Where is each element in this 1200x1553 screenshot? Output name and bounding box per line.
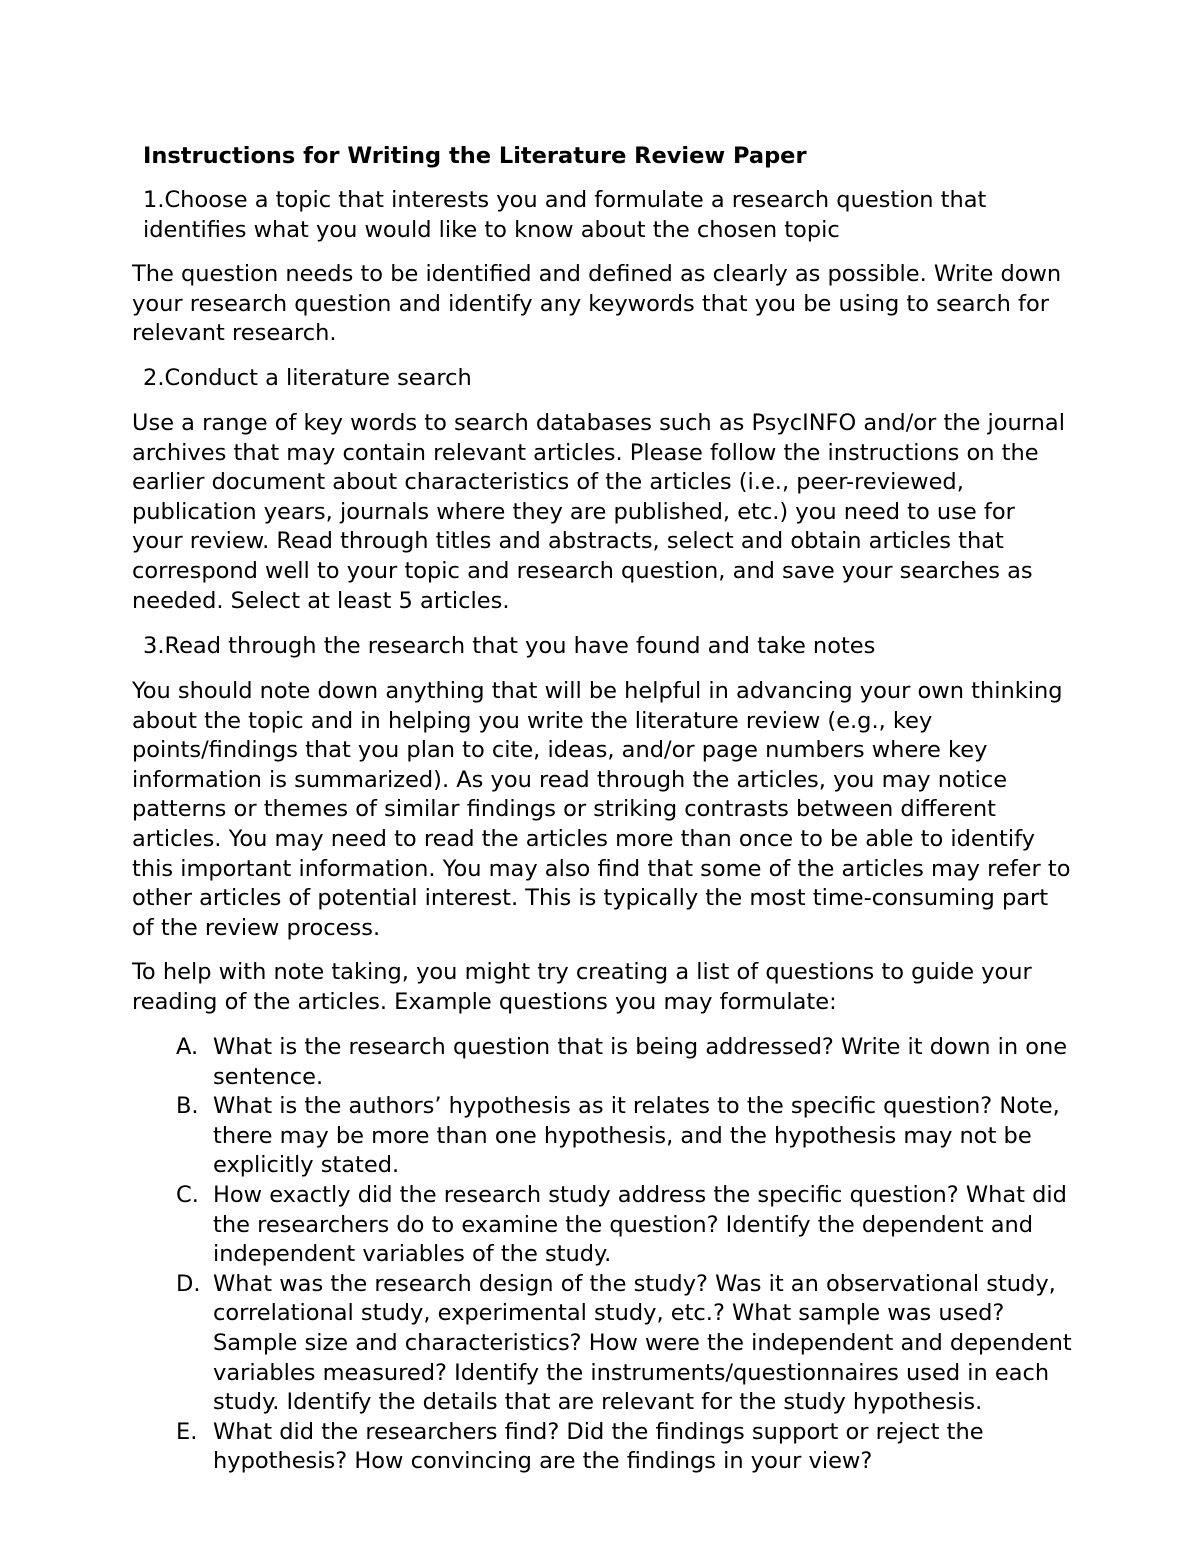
step-number: 2.	[143, 365, 165, 391]
step-text: Read through the research that you have found and take notes	[164, 633, 876, 659]
document-title: Instructions for Writing the Literature Review Paper	[143, 143, 807, 169]
step-text: Choose a topic that interests you and formulate a research question that identifies what you would like to know about the chosen topic	[143, 187, 987, 243]
step-text: Conduct a literature search	[164, 365, 472, 391]
question-text: How exactly did the research study address the specific question? What did the researchers do to examine the question? Identify the dependent and independent variables of the study.	[213, 1181, 1067, 1268]
example-questions-list	[0, 1033, 1200, 1477]
question-letter: B.	[176, 1093, 199, 1120]
step-1	[143, 186, 1073, 245]
question-letter: E.	[176, 1418, 198, 1445]
paragraph-note-taking: You should note down anything that will be helpful in advancing your own thinking about the topic and in helping you write the literature review (e.g., key points/findings that you plan to cite, ideas, and/or page numbers where key information is summarized). As you read through the articles, you may notice patterns or themes of similar findings or striking contrasts between different articles. You may need to read the articles more than once to be able to identify this important information. You may also find that some of the articles may refer to other articles of potential interest. This is typically the most time-consuming part of the review process.	[132, 678, 1071, 941]
question-text: What is the authors’ hypothesis as it relates to the specific question? Note, there may be more than one hypothesis, and the hypothesis may not be explicitly stated.	[213, 1093, 1060, 1179]
question-letter: D.	[176, 1270, 201, 1297]
question-item	[0, 1092, 1073, 1181]
question-text: What did the researchers find? Did the findings support or reject the hypothesis? How convincing are the findings in your view?	[213, 1418, 984, 1475]
question-letter: A.	[176, 1034, 199, 1060]
question-text: What was the research design of the study? Was it an observational study, correlational study, experimental study, etc.? What sample was used? Sample size and characteristics? How were the independent and dependent variables measured? Identify the instruments/questionnaires used in each study. Identify the details that are relevant for the study hypothesis.	[213, 1270, 1072, 1416]
question-item	[0, 1181, 1073, 1270]
step-2	[143, 364, 1073, 394]
question-item	[0, 1033, 1073, 1092]
question-item	[0, 1270, 1073, 1418]
paragraph-question-definition: The question needs to be identified and defined as clearly as possible. Write down your research question and identify any keywords that you be using to search for relevant research.	[132, 261, 1062, 347]
step-3	[143, 632, 1073, 662]
question-item	[0, 1418, 1073, 1477]
question-text: What is the research question that is being addressed? Write it down in one sentence.	[213, 1034, 1068, 1090]
question-letter: C.	[176, 1181, 199, 1208]
paragraph-question-list-intro: To help with note taking, you might try creating a list of questions to guide your reading of the articles. Example questions you may formulate:	[132, 959, 1032, 1015]
step-number: 1.	[143, 187, 165, 213]
step-number: 3.	[143, 633, 165, 659]
paragraph-literature-search: Use a range of key words to search databases such as PsycINFO and/or the journal archives that may contain relevant articles. Please follow the instructions on the earlier document about characteristics of the articles (i.e., peer-reviewed, publication years, journals where they are published, etc.) you need to use for your review. Read through titles and abstracts, select and obtain articles that correspond well to your topic and research question, and save your searches as needed. Select at least 5 articles.	[132, 410, 1065, 614]
